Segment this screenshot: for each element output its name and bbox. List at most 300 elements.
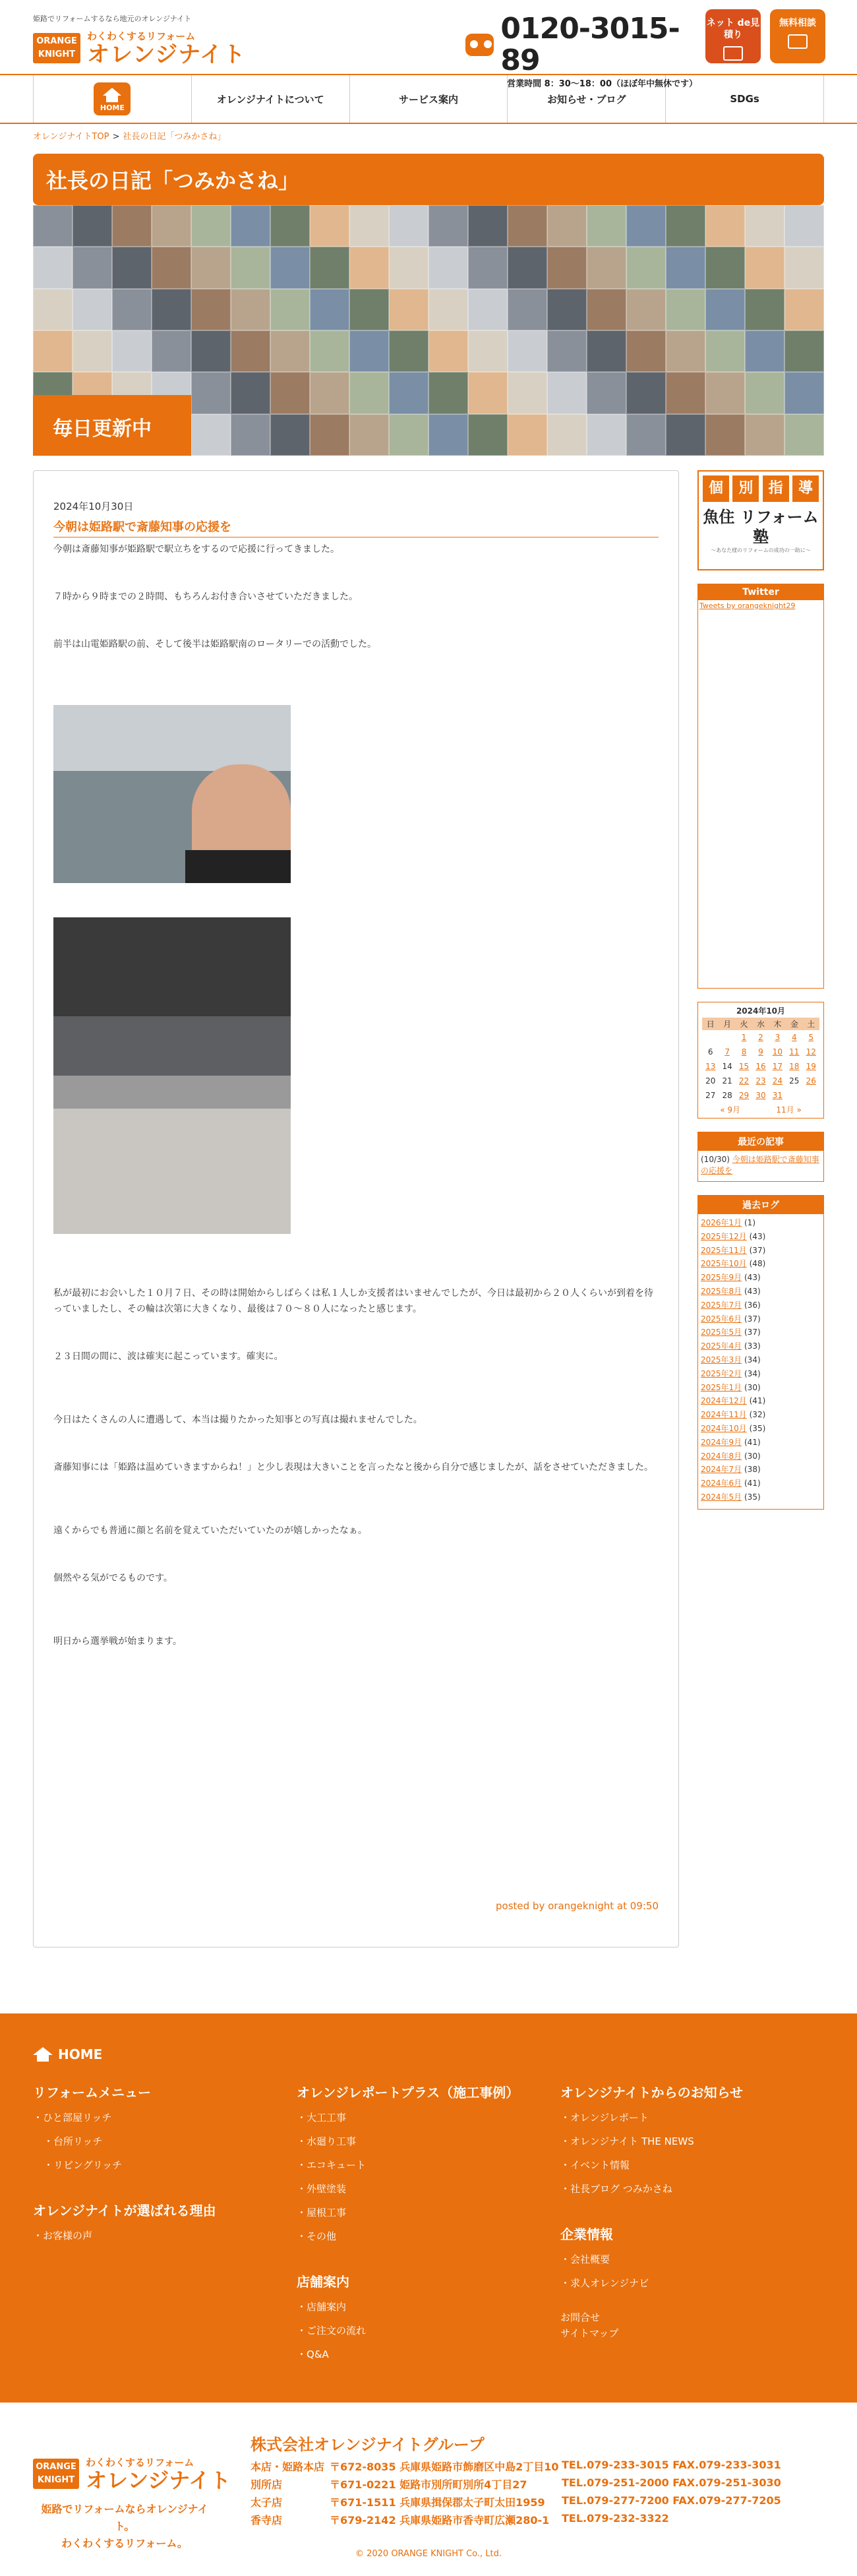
collage-photo	[626, 247, 666, 288]
collage-photo	[310, 289, 349, 330]
collage-photo	[547, 372, 587, 414]
collage-photo	[73, 330, 112, 372]
calendar-day[interactable]: 10	[772, 1047, 783, 1057]
footer-logo[interactable]	[33, 2455, 231, 2552]
footer-company	[0, 2403, 857, 2576]
calendar-widget	[697, 1002, 824, 1119]
post-photo-selfie	[53, 705, 291, 883]
collage-photo	[270, 205, 310, 247]
archive-month-link[interactable]: 2024年10月	[701, 1423, 747, 1433]
archive-count: (37)	[742, 1314, 761, 1324]
collage-photo	[745, 330, 784, 372]
archive-item	[701, 1436, 821, 1450]
photo-collage-banner	[33, 205, 824, 456]
collage-photo	[191, 414, 231, 456]
mail-icon	[788, 34, 808, 49]
footer-link[interactable]: ・ 店舗案内	[297, 2300, 519, 2323]
collage-photo	[587, 330, 626, 372]
footer-logo-title: オレンジナイト	[86, 2468, 231, 2493]
collage-photo	[152, 289, 191, 330]
collage-photo	[626, 205, 666, 247]
collage-photo	[468, 205, 508, 247]
collage-photo	[508, 247, 547, 288]
archive-count: (35)	[742, 1492, 761, 1502]
collage-photo	[389, 414, 428, 456]
archive-month-link[interactable]: 2025年4月	[701, 1341, 742, 1351]
store-row	[251, 2512, 781, 2530]
post-paragraph: 前半は山電姫路駅の前、そして後半は姫路駅南のロータリーでの活動でした。	[53, 639, 376, 650]
nav-news-blog[interactable]: お知らせ・ブログ	[507, 75, 665, 123]
collage-photo	[745, 205, 784, 247]
store-address: 〒671-0221 姫路市別所町別所4丁目27	[330, 2478, 527, 2491]
collage-photo	[270, 330, 310, 372]
post-paragraph: 今朝は斎藤知事が姫路駅で駅立ちをするので応援に行ってきました。	[53, 544, 340, 555]
archive-list	[698, 1214, 823, 1509]
archive-month-link[interactable]: 2025年1月	[701, 1382, 742, 1392]
collage-photo	[705, 289, 745, 330]
footer-link[interactable]: ・ 屋根工事	[297, 2205, 519, 2229]
header-tagline: 姫路でリフォームするなら地元のオレンジナイト	[33, 15, 192, 23]
calendar-day: 20	[705, 1076, 716, 1086]
archive-count: (30)	[742, 1451, 761, 1461]
archive-month-link[interactable]: 2025年7月	[701, 1300, 742, 1310]
collage-photo	[784, 247, 824, 288]
nav-services[interactable]: サービス案内	[349, 75, 508, 123]
reform-school-banner[interactable]	[697, 470, 824, 570]
page-title: 社長の日記「つみかさね」	[33, 154, 824, 205]
calendar-day[interactable]: 23	[755, 1076, 766, 1086]
calendar-day[interactable]: 13	[705, 1062, 716, 1071]
archive-count: (30)	[742, 1382, 761, 1392]
free-consult-label: 無料相談	[779, 18, 816, 28]
footer-link[interactable]: ・ お客様の声	[33, 2228, 216, 2252]
footer-link[interactable]: ・ ご注文の流れ	[297, 2323, 519, 2347]
collage-photo	[231, 414, 270, 456]
archive-month-link[interactable]: 2025年9月	[701, 1273, 742, 1283]
sidebar	[697, 470, 824, 1947]
archive-month-link[interactable]: 2024年7月	[701, 1465, 742, 1475]
calendar-day[interactable]: 4	[792, 1033, 797, 1042]
logo-title: オレンジナイト	[87, 42, 246, 68]
collage-photo	[587, 372, 626, 414]
collage-photo	[231, 289, 270, 330]
footer-home-label: HOME	[58, 2046, 103, 2062]
nav-home-label: HOME	[100, 104, 125, 112]
collage-photo	[428, 205, 468, 247]
archive-count: (33)	[742, 1341, 761, 1351]
collage-photo	[745, 289, 784, 330]
collage-photo	[349, 289, 389, 330]
collage-photo	[626, 289, 666, 330]
archive-item	[701, 1313, 821, 1327]
collage-photo	[666, 330, 705, 372]
footer-link[interactable]: ・ 水廻り工事	[297, 2134, 519, 2158]
footer-link[interactable]: ・ 外壁塗装	[297, 2182, 519, 2205]
post-paragraph: 私が最初にお会いした１０月７日、その時は開始からしばらくは私１人しか支援者はいませんでしたが、今日は最初から２０人くらいが到着を待っていましたし、その輪は次第に大きくなり、最後は７０〜８０人になったと感じます。	[53, 1288, 653, 1314]
footer-link[interactable]: ・ エコキュート	[297, 2158, 519, 2182]
footer-heading: オレンジレポートプラス（施工事例）	[297, 2085, 519, 2101]
calendar-day[interactable]: 30	[755, 1091, 766, 1100]
calendar-day[interactable]: 29	[738, 1091, 750, 1100]
footer-slogan: 姫路でリフォームならオレンジナイト。	[41, 2503, 208, 2532]
archive-item	[701, 1423, 821, 1436]
calendar-day	[786, 1088, 802, 1103]
nav-about[interactable]: オレンジナイトについて	[191, 75, 349, 123]
calendar-caption: 2024年10月	[736, 1006, 786, 1016]
collage-photo	[270, 414, 310, 456]
recent-post-date: (10/30)	[701, 1155, 730, 1164]
archive-title: 過去ログ	[698, 1196, 823, 1214]
calendar-day[interactable]: 7	[724, 1047, 730, 1057]
collage-photo	[547, 289, 587, 330]
footer-link[interactable]: ・ イベント情報	[560, 2158, 743, 2182]
store-list	[251, 2459, 781, 2530]
calendar-day[interactable]: 22	[738, 1076, 750, 1086]
footer-link[interactable]: ・ 台所リッチ	[33, 2134, 216, 2158]
main-content	[0, 470, 857, 1947]
footer-link[interactable]: ・ 大工工事	[297, 2110, 519, 2134]
store-phone: TEL.079-232-3322	[562, 2512, 669, 2525]
archive-count: (41)	[742, 1479, 761, 1488]
archive-month-link[interactable]: 2025年10月	[701, 1259, 747, 1269]
collage-photo	[73, 289, 112, 330]
footer-logo-mark: ORANGE KNIGHT	[33, 2459, 79, 2489]
calendar-day: 25	[789, 1076, 800, 1086]
store-address: 〒672-8035 兵庫県姫路市飾磨区中島2丁目10	[330, 2461, 559, 2473]
collage-photo	[310, 330, 349, 372]
collage-photo	[587, 205, 626, 247]
phone-block	[465, 13, 697, 89]
nav-home[interactable]	[33, 75, 191, 123]
calendar-day[interactable]: 31	[772, 1091, 783, 1100]
collage-photo	[666, 414, 705, 456]
collage-photo	[508, 372, 547, 414]
collage-photo	[428, 289, 468, 330]
footer-heading: 店舗案内	[297, 2274, 349, 2290]
archive-month-link[interactable]: 2025年2月	[701, 1368, 742, 1378]
calendar-day[interactable]: 2	[758, 1033, 763, 1042]
footer-contact-link[interactable]: お問合せ	[560, 2312, 601, 2323]
calendar-day[interactable]: 11	[789, 1047, 800, 1057]
archive-count: (37)	[746, 1245, 766, 1255]
calendar-day[interactable]: 16	[755, 1062, 766, 1071]
daily-update-label: 毎日更新中	[33, 395, 191, 456]
footer-heading: 企業情報	[560, 2226, 613, 2242]
collage-photo	[468, 372, 508, 414]
collage-photo	[547, 247, 587, 288]
calendar-day: 6	[707, 1047, 713, 1057]
logo-subtitle: わくわくするリフォーム	[87, 30, 196, 42]
calendar-day[interactable]: 19	[806, 1062, 816, 1071]
collage-photo	[191, 247, 231, 288]
collage-photo	[270, 247, 310, 288]
global-nav	[0, 74, 857, 124]
archive-count: (37)	[742, 1328, 761, 1337]
archive-month-link[interactable]: 2025年12月	[701, 1231, 747, 1241]
store-phone: TEL.079-233-3015 FAX.079-233-3031	[562, 2459, 781, 2471]
collage-photo	[666, 247, 705, 288]
collage-photo	[428, 247, 468, 288]
calendar-day[interactable]: 3	[775, 1033, 781, 1042]
collage-photo	[508, 205, 547, 247]
footer-heading: オレンジナイトからのお知らせ	[560, 2085, 743, 2101]
calendar-day[interactable]: 17	[772, 1062, 783, 1071]
archive-count: (34)	[742, 1368, 761, 1378]
banner-subtitle: 〜あなた様のリフォームの成功の一助に〜	[711, 547, 811, 553]
footer-link[interactable]: ・ リビングリッチ	[33, 2158, 216, 2182]
monitor-icon	[723, 46, 743, 61]
breadcrumb-home[interactable]: オレンジナイトTOP	[33, 132, 109, 142]
calendar-day[interactable]: 12	[806, 1047, 816, 1057]
collage-photo	[152, 330, 191, 372]
archive-month-link[interactable]: 2025年5月	[701, 1328, 742, 1337]
store-row	[251, 2459, 781, 2476]
collage-photo	[33, 330, 73, 372]
calendar-weekday: 木	[769, 1018, 786, 1030]
freedial-icon	[465, 34, 494, 56]
calendar-day: 28	[722, 1091, 732, 1100]
recent-post-link[interactable]: 今朝は姫路駅で斎藤知事の応援を	[701, 1155, 819, 1175]
calendar-day[interactable]: 18	[789, 1062, 800, 1071]
archive-count: (43)	[746, 1231, 766, 1241]
post-photo-station	[53, 917, 291, 1234]
collage-photo	[231, 247, 270, 288]
collage-photo	[191, 372, 231, 414]
calendar-day[interactable]: 15	[738, 1062, 750, 1071]
archive-month-link[interactable]: 2024年9月	[701, 1437, 742, 1447]
calendar-weekday: 土	[803, 1018, 819, 1030]
collage-photo	[705, 247, 745, 288]
collage-photo	[349, 247, 389, 288]
store-phone: TEL.079-277-7200 FAX.079-277-7205	[562, 2494, 781, 2507]
blog-post	[33, 470, 679, 1947]
post-paragraph: 斎藤知事には「姫路は温めていきますからね！」と少し表現は大きいことを言ったなと後から自分で感じましたが、話をさせていただきました。	[53, 1462, 653, 1473]
calendar-day: 27	[705, 1091, 716, 1100]
collage-photo	[349, 330, 389, 372]
archive-widget	[697, 1195, 824, 1510]
collage-photo	[112, 247, 152, 288]
footer-sitemap-link[interactable]: サイトマップ	[560, 2327, 619, 2339]
collage-photo	[428, 372, 468, 414]
store-name: 本店・姫路本店	[251, 2461, 325, 2473]
recent-posts-title: 最近の記事	[698, 1132, 823, 1151]
collage-photo	[626, 372, 666, 414]
footer-heading: リフォームメニュー	[33, 2085, 151, 2101]
archive-count: (32)	[746, 1410, 766, 1420]
archive-item	[701, 1409, 821, 1423]
store-address: 〒679-2142 兵庫県姫路市香寺町広瀬280-1	[330, 2514, 550, 2527]
collage-photo	[231, 372, 270, 414]
archive-count: (43)	[742, 1286, 761, 1296]
calendar-prev-link[interactable]: « 9月	[720, 1105, 740, 1115]
archive-item	[701, 1299, 821, 1313]
footer-link[interactable]: ・ ひと部屋リッチ	[33, 2110, 216, 2134]
calendar-day	[702, 1030, 719, 1045]
archive-item	[701, 1244, 821, 1258]
collage-photo	[112, 330, 152, 372]
site-header	[0, 0, 857, 89]
collage-photo	[745, 372, 784, 414]
calendar-day	[719, 1030, 735, 1045]
archive-count: (41)	[742, 1437, 761, 1447]
footer-link[interactable]: ・ 社長ブログ つみかさね	[560, 2182, 743, 2205]
archive-count: (41)	[746, 1396, 766, 1406]
recent-posts-widget	[697, 1132, 824, 1182]
post-paragraph: ７時から９時までの２時間、もちろんお付き合いさせていただきました。	[53, 592, 358, 602]
post-title[interactable]: 今朝は姫路駅で斎藤知事の応援を	[53, 520, 659, 537]
calendar-weekday: 月	[719, 1018, 735, 1030]
archive-item	[701, 1217, 821, 1231]
footer-logo-subtitle: わくわくするリフォーム	[86, 2457, 194, 2469]
net-estimate-label: ネット de見積り	[706, 18, 760, 40]
archive-month-link[interactable]: 2024年6月	[701, 1479, 742, 1488]
footer-home-link[interactable]	[33, 2046, 102, 2062]
twitter-widget	[697, 584, 824, 989]
collage-photo	[389, 330, 428, 372]
archive-count: (34)	[742, 1355, 761, 1365]
footer-links	[0, 2013, 857, 2403]
collage-photo	[508, 289, 547, 330]
archive-item	[701, 1463, 821, 1477]
calendar-next-link[interactable]: 11月 »	[776, 1105, 802, 1115]
collage-photo	[587, 414, 626, 456]
collage-photo	[626, 330, 666, 372]
calendar-day: 14	[722, 1062, 732, 1071]
archive-item	[701, 1368, 821, 1382]
banner-char: 個	[703, 475, 729, 502]
footer-col-reform	[33, 2082, 216, 2252]
collage-photo	[152, 247, 191, 288]
free-consult-button[interactable]	[770, 9, 825, 63]
home-icon	[103, 88, 121, 96]
calendar-day[interactable]: 9	[758, 1047, 763, 1057]
calendar-weekday: 水	[752, 1018, 769, 1030]
archive-item	[701, 1354, 821, 1368]
collage-photo	[705, 372, 745, 414]
collage-photo	[191, 330, 231, 372]
archive-month-link[interactable]: 2026年1月	[701, 1218, 742, 1227]
footer-link[interactable]: ・ オレンジナイト THE NEWS	[560, 2134, 743, 2158]
collage-photo	[270, 289, 310, 330]
collage-photo	[33, 247, 73, 288]
post-date: 2024年10月30日	[53, 501, 134, 512]
collage-photo	[349, 414, 389, 456]
calendar-weekday: 金	[786, 1018, 802, 1030]
collage-photo	[705, 205, 745, 247]
collage-photo	[508, 330, 547, 372]
footer-link[interactable]: ・ 求人オレンジナビ	[560, 2276, 743, 2300]
calendar-day[interactable]: 1	[741, 1033, 747, 1042]
archive-item	[701, 1450, 821, 1464]
post-paragraph: 今日はたくさんの人に遭遇して、本当は撮りたかった知事との写真は撮れませんでした。	[53, 1415, 423, 1425]
home-icon	[33, 2047, 53, 2062]
collage-photo	[468, 330, 508, 372]
archive-count: (36)	[742, 1300, 761, 1310]
archive-month-link[interactable]: 2025年3月	[701, 1355, 742, 1365]
calendar-weekday: 日	[702, 1018, 719, 1030]
twitter-title: Twitter	[698, 584, 823, 600]
collage-photo	[310, 414, 349, 456]
logo-mark: ORANGE KNIGHT	[33, 33, 80, 63]
collage-photo	[310, 247, 349, 288]
calendar-day[interactable]: 5	[808, 1033, 814, 1042]
posted-by: posted by orangeknight at 09:50	[496, 1900, 659, 1912]
footer-heading: オレンジナイトが選ばれる理由	[33, 2203, 216, 2219]
archive-item	[701, 1491, 821, 1505]
nav-sdgs[interactable]: SDGs	[665, 75, 824, 123]
archive-month-link[interactable]: 2024年8月	[701, 1451, 742, 1461]
footer-link[interactable]: ・ オレンジレポート	[560, 2110, 743, 2134]
collage-photo	[73, 205, 112, 247]
archive-item	[701, 1382, 821, 1395]
copyright: © 2020 ORANGE KNIGHT Co., Ltd.	[355, 2549, 502, 2559]
calendar-day[interactable]: 26	[806, 1076, 816, 1086]
collage-photo	[428, 414, 468, 456]
archive-count: (38)	[742, 1465, 761, 1475]
collage-photo	[547, 330, 587, 372]
footer-link[interactable]: ・ Q&A	[297, 2347, 519, 2371]
collage-photo	[73, 247, 112, 288]
archive-count: (48)	[746, 1259, 766, 1269]
collage-photo	[270, 372, 310, 414]
breadcrumb-separator: >	[112, 132, 120, 142]
calendar-table	[702, 1018, 819, 1103]
archive-month-link[interactable]: 2025年6月	[701, 1314, 742, 1324]
banner-title: 魚住 リフォーム塾	[703, 508, 819, 546]
collage-photo	[389, 247, 428, 288]
archive-month-link[interactable]: 2025年8月	[701, 1286, 742, 1296]
collage-photo	[33, 205, 73, 247]
collage-photo	[784, 414, 824, 456]
collage-photo	[231, 330, 270, 372]
collage-photo	[310, 372, 349, 414]
footer-slogan: わくわくするリフォーム。	[61, 2537, 188, 2550]
calendar-day[interactable]: 8	[741, 1047, 747, 1057]
store-name: 太子店	[251, 2496, 283, 2509]
archive-month-link[interactable]: 2024年5月	[701, 1492, 742, 1502]
collage-photo	[587, 247, 626, 288]
archive-month-link[interactable]: 2024年12月	[701, 1396, 747, 1406]
archive-count: (43)	[742, 1273, 761, 1283]
footer-link[interactable]: ・ その他	[297, 2229, 519, 2253]
calendar-day[interactable]: 24	[772, 1076, 783, 1086]
collage-photo	[745, 247, 784, 288]
collage-photo	[468, 247, 508, 288]
archive-count: (35)	[746, 1423, 766, 1433]
breadcrumb-current: 社長の日記「つみかさね」	[123, 132, 226, 142]
post-paragraph: ２３日間の間に、波は確実に起こっています。確実に。	[53, 1351, 283, 1362]
archive-item	[701, 1231, 821, 1244]
collage-photo	[626, 414, 666, 456]
store-name: 別所店	[251, 2478, 283, 2491]
footer-link[interactable]: ・ 会社概要	[560, 2252, 743, 2276]
collage-photo	[231, 205, 270, 247]
collage-photo	[587, 289, 626, 330]
calendar-day: 21	[722, 1076, 732, 1086]
archive-item	[701, 1285, 821, 1299]
collage-photo	[547, 414, 587, 456]
twitter-timeline-link[interactable]: Tweets by orangeknight29	[699, 601, 796, 610]
net-estimate-button[interactable]	[705, 9, 761, 63]
site-logo[interactable]	[33, 13, 246, 67]
archive-month-link[interactable]: 2025年11月	[701, 1245, 747, 1255]
phone-number[interactable]: 0120-3015-89	[500, 12, 680, 77]
archive-count: (1)	[742, 1218, 755, 1227]
collage-photo	[547, 205, 587, 247]
collage-photo	[389, 205, 428, 247]
collage-photo	[349, 372, 389, 414]
archive-month-link[interactable]: 2024年11月	[701, 1410, 747, 1420]
